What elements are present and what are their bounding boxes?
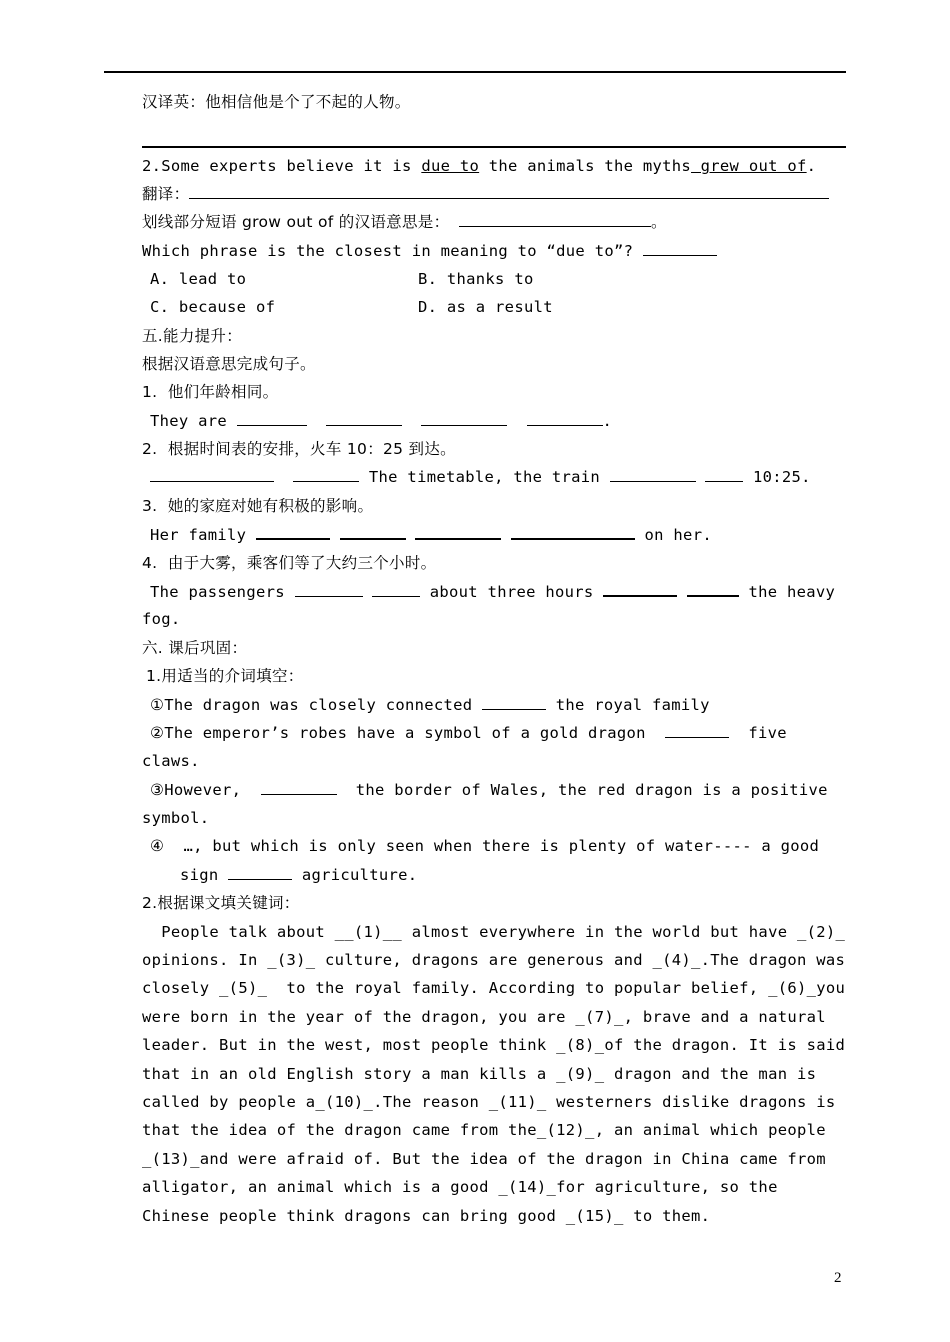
p4-row: ④ …, but which is only seen when there is plenty of water---- a good (150, 837, 820, 855)
s3-chinese: 3. 她的家庭对她有积极的影响。 (142, 497, 374, 515)
s4-chinese: 4. 由于大雾，乘客们等了大约三个小时。 (142, 554, 437, 572)
p4-blank[interactable] (228, 865, 292, 880)
s3-text-a: Her family (150, 526, 247, 544)
p3-row-cont: symbol. (142, 809, 210, 827)
s2-blank-2[interactable] (293, 467, 359, 482)
part2-title: 2.根据课文填关键词： (142, 894, 300, 912)
p2-row-cont: claws. (142, 752, 200, 770)
answer-line[interactable] (142, 146, 846, 148)
passage-line-1: People talk about __(1)__ almost everywhere in the world but have _(2)_ (142, 923, 846, 941)
passage-line-7: called by people a_(10)_.The reason _(11)_ westerners dislike dragons is (142, 1093, 836, 1111)
s2-blank-4[interactable] (705, 467, 743, 482)
passage-line-4: were born in the year of the dragon, you are _(7)_, brave and a natural (142, 1008, 826, 1026)
s4-text-c: the heavy (748, 583, 836, 601)
s1-blank-4[interactable] (527, 411, 603, 426)
s2-text-b: 10:25. (753, 468, 811, 486)
s3-english (150, 524, 854, 545)
q2-phrase-row (142, 212, 846, 232)
s1-blank-3[interactable] (421, 411, 507, 426)
s4-blank-1[interactable] (295, 582, 363, 597)
q2-underlined-grew-out-of: grew out of (691, 157, 807, 175)
p3-text-a: ③However, (150, 781, 242, 799)
translate-label: 翻译： (142, 185, 190, 203)
s4-english (150, 581, 846, 602)
p1-blank[interactable] (482, 695, 546, 710)
q2-closest-row (142, 241, 846, 261)
p3-row (150, 780, 846, 800)
passage-line-3: closely _(5)_ to the royal family. According to popular belief, _(6)_you (142, 979, 846, 997)
s1-text: They are (150, 412, 228, 430)
p2-row (150, 723, 846, 743)
p3-text-b: the border of Wales, the red dragon is a positive (355, 781, 828, 799)
option-a[interactable]: A. lead to (150, 270, 247, 288)
s3-text-b: on her. (644, 526, 712, 544)
q2-text-end: . (806, 157, 817, 175)
p1-text-a: ①The dragon was closely connected (150, 696, 473, 714)
p2-text-a: ②The emperor’s robes have a symbol of a gold dragon (150, 724, 646, 742)
passage-line-6: that in an old English story a man kills a _(9)_ dragon and the man is (142, 1065, 817, 1083)
s4-blank-4[interactable] (687, 581, 739, 597)
p2-blank[interactable] (665, 723, 729, 738)
q2-sentence (142, 156, 846, 176)
passage-line-2: opinions. In _(3)_ culture, dragons are generous and _(4)_.The dragon was (142, 951, 846, 969)
option-d[interactable]: D. as a result (418, 298, 553, 316)
closest-blank[interactable] (643, 241, 717, 256)
top-rule (104, 71, 846, 73)
q2-text-pre: 2.Some experts believe it is (142, 157, 422, 175)
s2-blank-3[interactable] (610, 467, 696, 482)
passage-line-8: that the idea of the dragon came from the_(12)_, an animal which people (142, 1121, 826, 1139)
q2-translate-row (142, 184, 846, 204)
s2-blank-1[interactable] (150, 467, 274, 482)
part1-title: 1.用适当的介词填空： (146, 667, 304, 685)
passage-line-11: Chinese people think dragons can bring good _(15)_ to them. (142, 1207, 711, 1225)
p4-row-cont (180, 865, 884, 885)
passage-line-5: leader. But in the west, most people think _(8)_of the dragon. It is said (142, 1036, 846, 1054)
q2-text-mid: the animals the myths (479, 157, 692, 175)
phrase-end: 。 (651, 213, 667, 231)
p1-row (150, 695, 854, 715)
translate-blank[interactable] (189, 184, 829, 199)
phrase-blank[interactable] (459, 212, 651, 227)
closest-question: Which phrase is the closest in meaning to “due to”? (142, 242, 634, 260)
s4-english-cont: fog. (142, 610, 181, 628)
s3-blank-3[interactable] (415, 524, 501, 540)
s4-blank-3[interactable] (603, 581, 677, 597)
s1-chinese: 1. 他们年龄相同。 (142, 383, 279, 401)
p4-text-b: sign (180, 866, 219, 884)
option-c[interactable]: C. because of (150, 298, 276, 316)
q2-underlined-due-to: due to (421, 157, 480, 175)
s4-blank-2[interactable] (372, 582, 420, 597)
s1-blank-2[interactable] (326, 411, 402, 426)
s3-blank-4[interactable] (511, 524, 635, 540)
section5-instruction: 根据汉语意思完成句子。 (142, 355, 316, 373)
p2-text-b: five (748, 724, 787, 742)
translate-prompt: 汉译英：他相信他是个了不起的人物。 (142, 93, 411, 111)
s2-chinese: 2. 根据时间表的安排，火车 10：25 到达。 (142, 440, 456, 458)
phrase-question: 划线部分短语 grow out of 的汉语意思是： (142, 213, 450, 231)
p3-blank[interactable] (261, 780, 337, 795)
passage-line-9: _(13)_and were afraid of. But the idea of the dragon in China came from (142, 1150, 826, 1168)
s4-text-a: The passengers (150, 583, 285, 601)
s4-text-b: about three hours (429, 583, 594, 601)
s3-blank-2[interactable] (340, 524, 406, 540)
section5-title: 五.能力提升： (142, 327, 243, 345)
s3-blank-1[interactable] (256, 524, 330, 540)
s2-english (150, 467, 854, 487)
s2-text-a: The timetable, the train (368, 468, 601, 486)
option-b[interactable]: B. thanks to (418, 270, 534, 288)
passage-line-10: alligator, an animal which is a good _(14)_for agriculture, so the (142, 1178, 778, 1196)
section6-title: 六. 课后巩固： (142, 639, 248, 657)
p1-text-b: the royal family (555, 696, 710, 714)
s1-blank-1[interactable] (237, 411, 307, 426)
s1-english: They are . (150, 412, 613, 430)
page-number: 2 (834, 1270, 842, 1286)
p4-text-c: agriculture. (301, 866, 418, 884)
